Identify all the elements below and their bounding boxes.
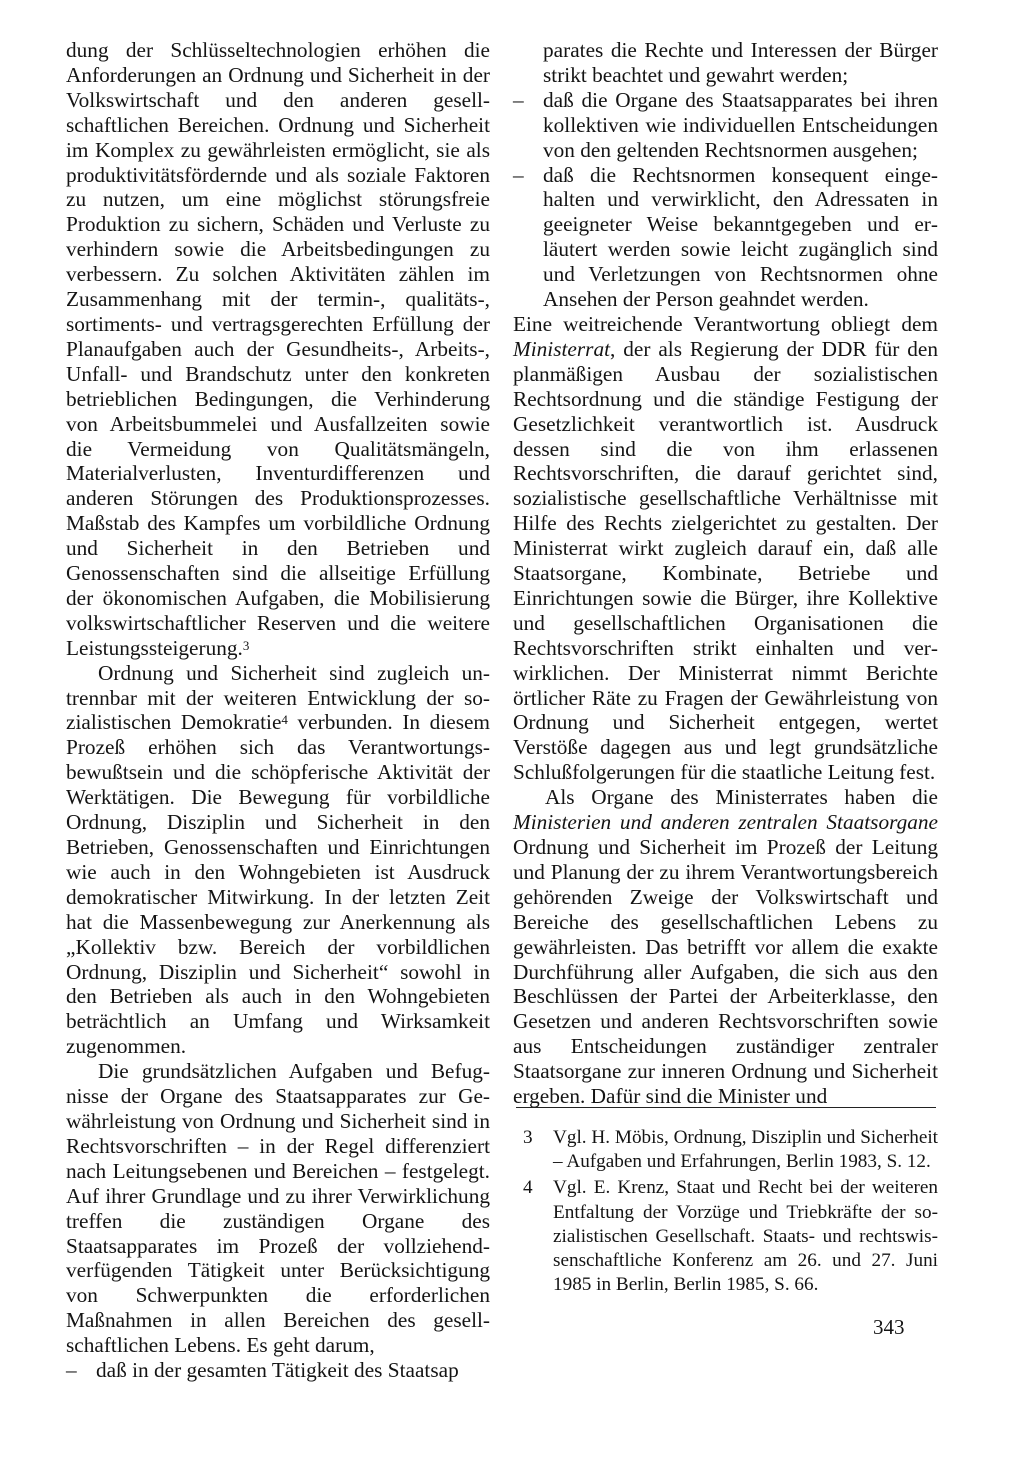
footnote-ref: 4 — [281, 712, 288, 728]
paragraph: Ordnung und Sicherheit sind zugleich untrennbar mit der weiteren Entwicklung der sozialistischen Demokratie$^4$ verbunden. In diesem Prozeß erhöhen sich das Verantwortungsbewußtsein und die schöpferische Aktivität der Werktätigen. Die Bewegung für vorbildliche Ordnung, Disziplin und Sicherheit in den Betrieben, Genossenschaften und Einrichtungen wie auch in den Wohngebieten ist Ausdruck demokratischer Mitwirkung. In der letzten Zeit hat die Massenbewegung zur Anerkennung als „Kollektiv bzw. Bereich der vorbildlichen Ordnung, Disziplin und Sicherheit“ sowohl in den Betrieben als auch in den Wohngebieten beträchtlich an Umfang und Wirksamkeit zugenommen. — [66, 660, 490, 1059]
paragraph: Als Organe des Ministerrates haben die Ministerien und anderen zentralen Staatsorgane Ordnung und Sicherheit im Prozeß der Leitung und Planung der zu ihrem Verantwortungsbereich gehörenden Zweige der Volkswirtschaft und Bereiche des gesellschaftlichen Lebens zu gewährleisten. Das betrifft vor allem die exakte Durchführung aller Aufgaben, die sich aus den Beschlüssen der Partei der Arbeiterklasse, den Gesetzen und anderen Rechtsvorschriften sowie aus Entscheidungen zuständiger zentraler Staatsorgane zur inneren Ordnung und Sicherheit ergeben. Dafür sind die Minister und — [513, 785, 938, 1109]
paragraph: Die grundsätzlichen Aufgaben und Befugnisse der Organe des Staatsapparates zur Gewährleistung von Ordnung und Sicherheit sind in Rechtsvorschriften – in der Regel differenziert nach Leitungsebenen und Bereichen – festgelegt. Auf ihrer Grundlage und zu ihrer Verwirklichung treffen die zuständigen Organe des Staatsapparates im Prozeß der vollziehend-verfügenden Tätigkeit unter Berücksichtigung von Schwerpunkten die erforderlichen Maßnahmen in allen Bereichen des gesellschaftlichen Lebens. Es geht darum, — [66, 1059, 490, 1358]
dash-bullet: – — [66, 1358, 77, 1383]
footnote: 4 Vgl. E. Krenz, Staat und Recht bei der weiteren Entfaltung der Vorzüge und Triebkräfte der sozialistischen Gesellschaft. Staats- und rechtswissenschaftliche Konferenz am 26. und 27. Juni 1985 in Berlin, Berlin 1985, S. 66. — [523, 1177, 938, 1296]
dash-list-item-continued: parates die Rechte und Interessen der Bürger strikt beachtet und gewahrt werden; — [543, 38, 938, 87]
footnote-number: 4 — [523, 1177, 533, 1199]
left-column — [66, 38, 490, 1383]
paragraph: dung der Schlüsseltechnologien erhöhen die Anforderungen an Ordnung und Sicherheit in der Volkswirtschaft und den anderen gesellschaftlichen Bereichen. Ordnung und Sicherheit im Komplex zu gewährleisten ermöglicht, sie als produktivitätsfördernde und als soziale Faktoren zu nutzen, um eine möglichst störungsfreie Produktion zu sichern, Schäden und Verluste zu verhindern sowie die Arbeitsbedingungen zu verbessern. Zu solchen Aktivitäten zählen im Zusammenhang mit der termin-, qualitäts-, sortiments- und vertragsgerechten Erfüllung der Planaufgaben auch der Gesundheits-, Arbeits-, Unfall- und Brandschutz unter den konkreten betrieblichen Bedingungen, die Verhinderung von Arbeitsbummelei und Ausfallzeiten sowie die Vermeidung von Qualitätsmängeln, Materialverlusten, Inventurdifferenzen und anderen Störungen des Produktionsprozesses. Maßstab des Kampfes um vorbildliche Ordnung und Sicherheit in den Betrieben und Genossenschaften sind die allseitige Erfüllung der ökonomischen Aufgaben, die Mobilisierung volkswirtschaftlicher Reserven und die weitere Leistungssteigerung.$^3$ — [66, 38, 490, 660]
right-column — [513, 38, 938, 1109]
dash-list-item: – daß die Organe des Staatsapparates bei ihren kollektiven wie individuellen Entscheidungen von den geltenden Rechtsnormen ausgehen; — [513, 87, 938, 162]
dash-bullet: – — [513, 87, 524, 112]
footnote-ref: 3 — [242, 637, 250, 653]
dash-list-item: – daß die Rechtsnormen konsequent eingehalten und verwirklicht, den Adressaten in geeigneter Weise bekanntgegeben und erläutert werden sowie leicht zugänglich sind und Verletzungen von Rechtsnormen ohne Ansehen der Person geahndet werden. — [513, 162, 938, 312]
paragraph: Eine weitreichende Verantwortung obliegt dem Ministerrat, der als Regierung der DDR für den planmäßigen Ausbau der sozialistischen Rechtsordnung und die ständige Festigung der Gesetzlichkeit verantwortlich ist. Ausdruck dessen sind die von ihm erlassenen Rechtsvorschriften, die darauf gerichtet sind, sozialistische gesellschaftliche Verhältnisse mit Hilfe des Rechts zielgerichtet zu gestalten. Der Ministerrat wirkt zugleich darauf ein, daß alle Staatsorgane, Kombinate, Betriebe und Einrichtungen sowie die Bürger, ihre Kollektive und gesellschaftlichen Organisationen die Rechtsvorschriften strikt einhalten und verwirklichen. Der Ministerrat nimmt Berichte örtlicher Räte zu Fragen der Gewährleistung von Ordnung und Sicherheit entgegen, wertet Verstöße dagegen aus und legt grundsätzliche Schlußfolgerungen für die staatliche Leitung fest. — [513, 311, 938, 785]
footnotes — [523, 1126, 938, 1299]
dash-list-item: – daß in der gesamten Tätigkeit des Staatsap — [66, 1358, 459, 1383]
page-number: 343 — [873, 1315, 905, 1339]
footnote-number: 3 — [523, 1127, 533, 1148]
footnote-separator — [516, 1107, 936, 1108]
emphasis: Ministerien und anderen zentralen Staatsorgane — [513, 810, 938, 835]
emphasis: Ministerrat — [513, 336, 611, 361]
footnote: 3 Vgl. H. Möbis, Ordnung, Disziplin und Sicherheit – Aufgaben und Erfahrungen, Berlin 1983, S. 12. — [523, 1127, 938, 1173]
dash-bullet: – — [513, 162, 524, 187]
